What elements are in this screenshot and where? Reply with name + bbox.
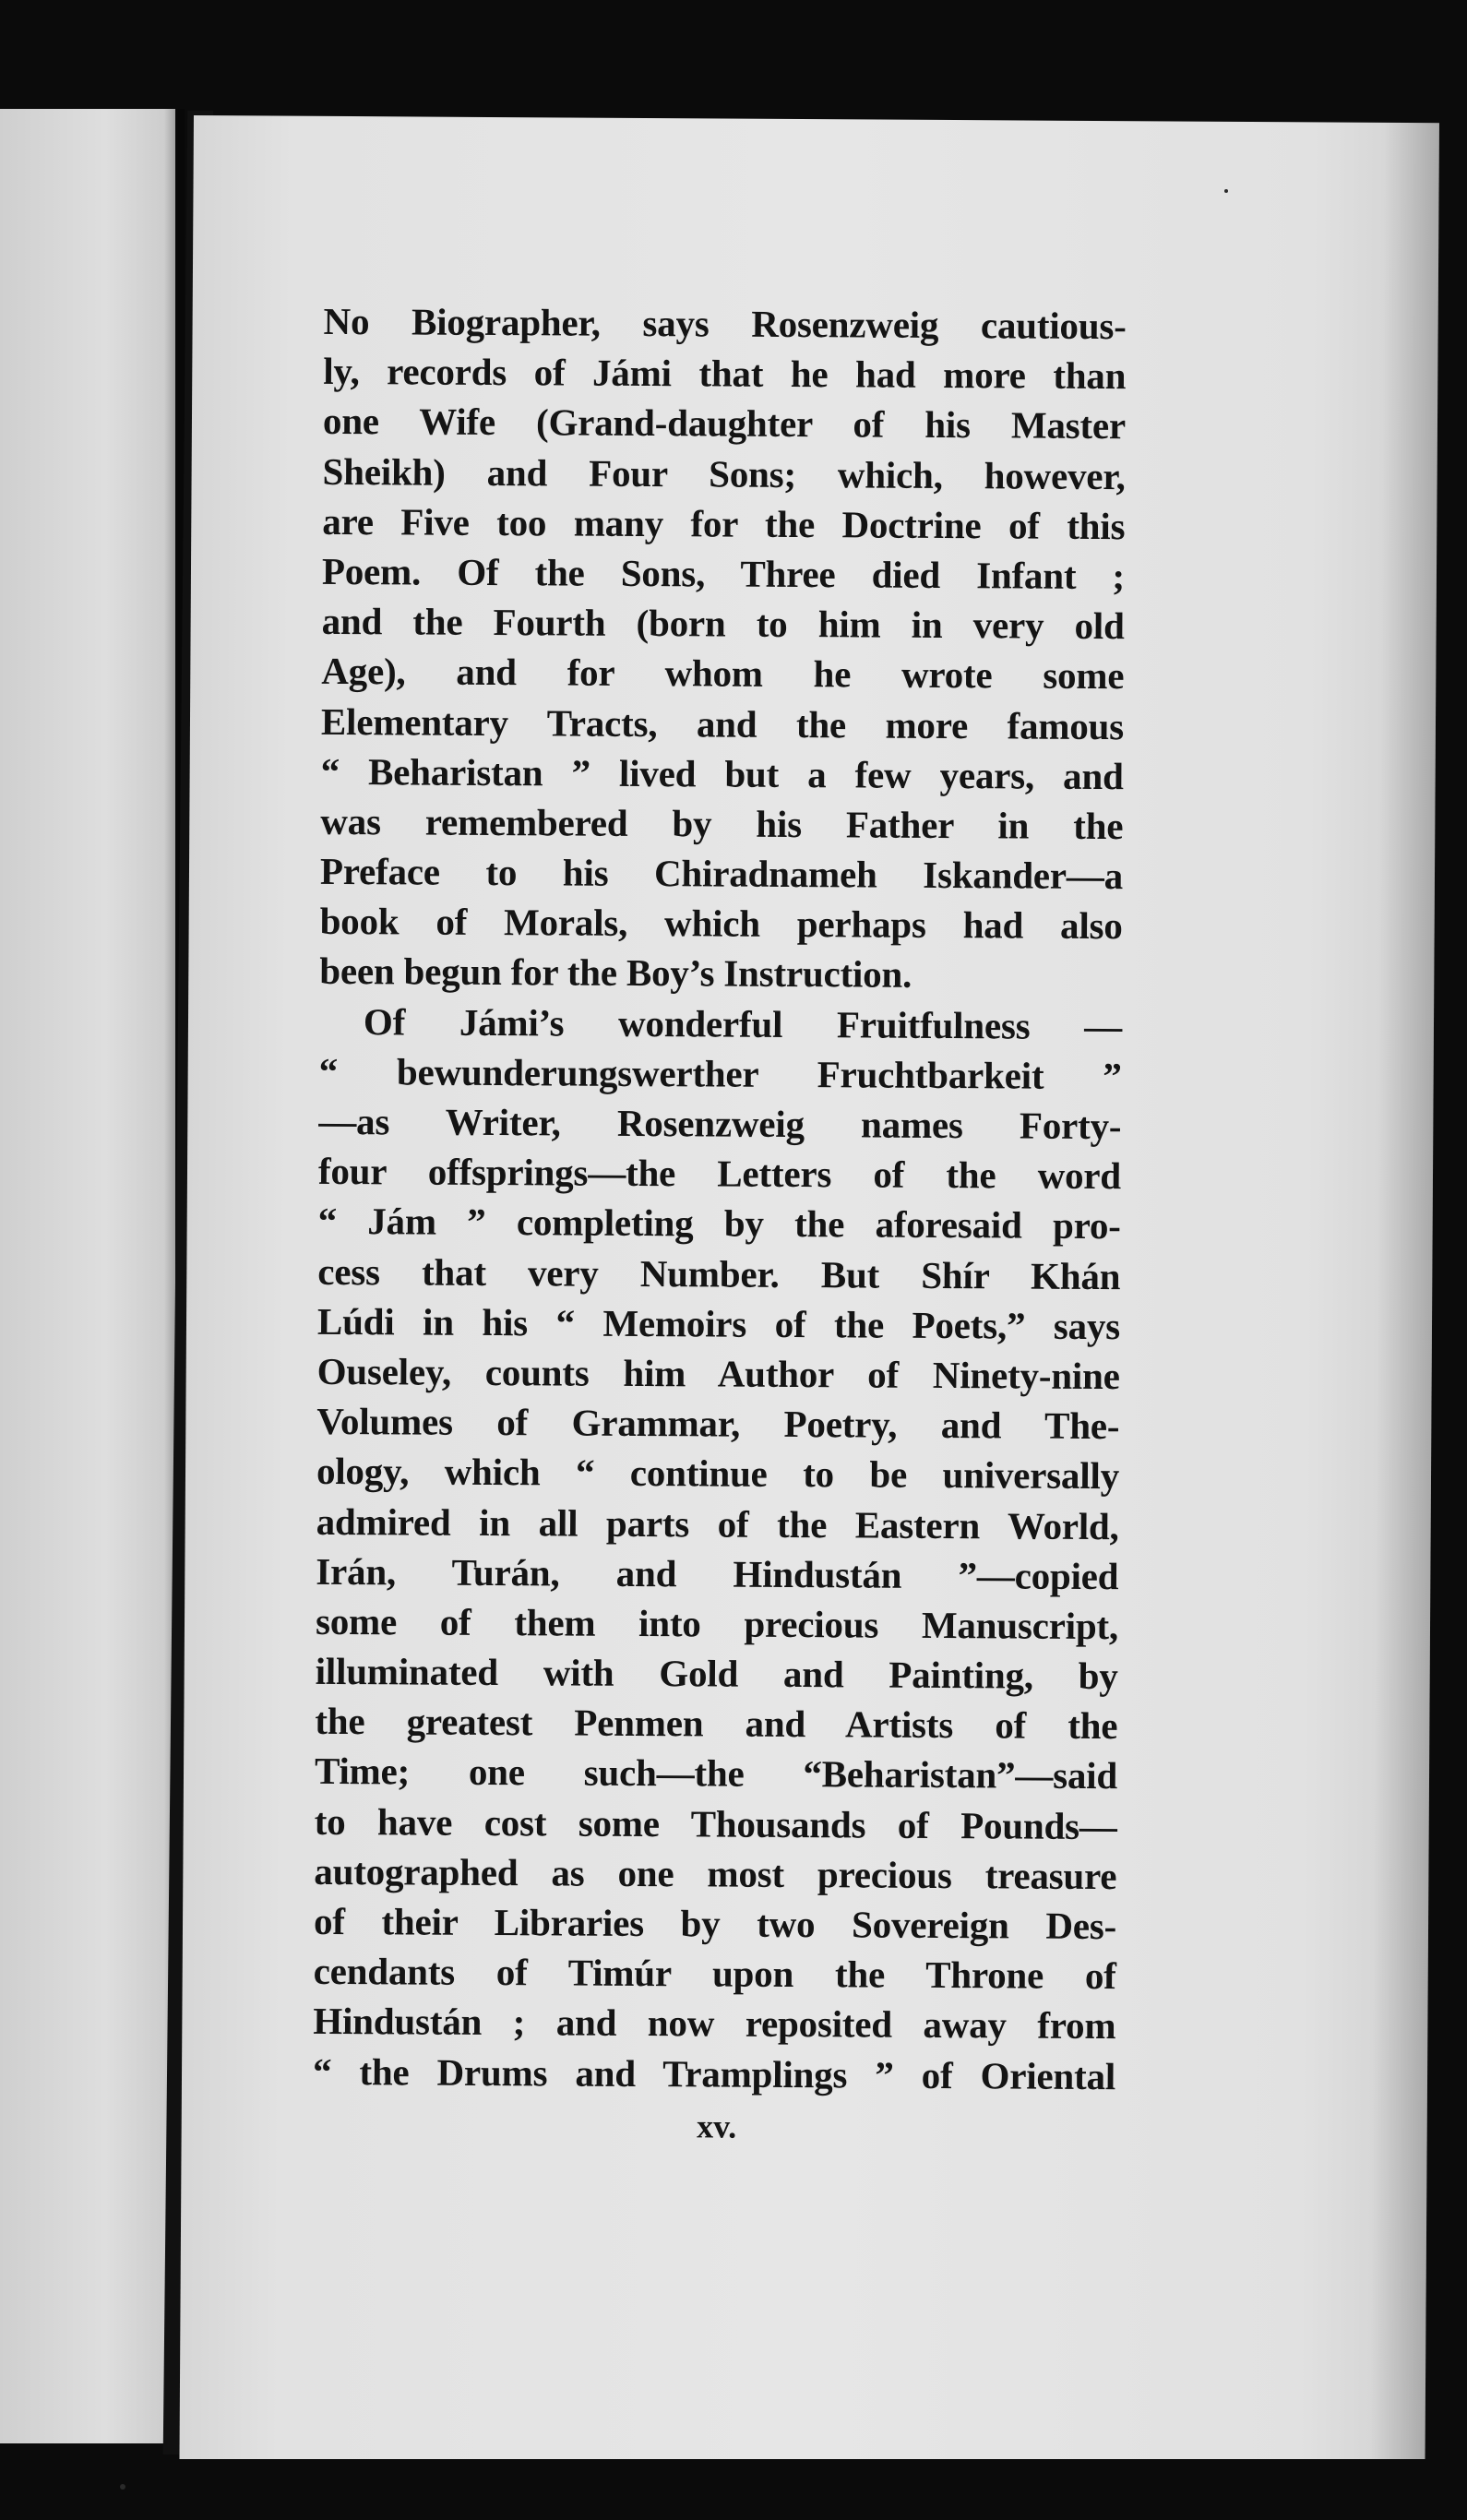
text-line: book of Morals, which perhaps had also [319,900,1123,948]
page-edge-shadow [1369,123,1439,2466]
body-text [313,296,1127,2101]
text-line: “ the Drums and Tramplings ” of Oriental [312,2049,1116,2097]
text-line: to have cost some Thousands of Pounds— [314,1799,1117,1847]
text-line: of their Libraries by two Sovereign Des- [313,1899,1117,1948]
text-line: Elementary Tracts, and the more famous [320,699,1125,747]
page-number: xv. [697,2108,737,2145]
text-line: and the Fourth (born to him in very old [321,599,1125,648]
text-line: Volumes of Grammar, Poetry, and The- [316,1399,1120,1448]
text-line: admired in all parts of the Eastern World, [316,1499,1119,1547]
text-line: cendants of Timúr upon the Throne of [313,1950,1116,1998]
scan-bottom-border [0,2459,1467,2520]
previous-page-edge [0,109,175,2443]
text-line: “ bewunderungswerther Fruchtbarkeit ” [318,1049,1122,1097]
text-line: Hindustán ; and now reposited away from [313,2000,1116,2048]
text-line: cess that very Number. But Shír Khán [317,1249,1121,1297]
text-line: one Wife (Grand-daughter of his Master [322,400,1127,448]
text-line: ology, which “ continue to be universally [316,1450,1120,1498]
text-line: Irán, Turán, and Hindustán ”—copied [316,1549,1119,1597]
text-line: ly, records of Jámi that he had more than [323,350,1127,398]
text-line: four offsprings—the Letters of the word [317,1150,1122,1198]
text-line: illuminated with Gold and Painting, by [315,1649,1118,1698]
paragraph-end-line: been begun for the Boy’s Instruction. [319,949,912,997]
text-line: Poem. Of the Sons, Three died Infant ; [321,549,1126,598]
text-line: Time; one such—the “Beharistan”—said [314,1750,1118,1797]
text-line: are Five too many for the Doctrine of this [322,499,1126,547]
text-line: Age), and for whom he wrote some [321,650,1125,698]
text-line: No Biographer, says Rosenzweig cautious- [323,299,1127,348]
text-line: was remembered by his Father in the [320,799,1124,848]
text-line: the greatest Penmen and Artists of the [315,1700,1118,1748]
paragraph-start-line: Of Jámi’s wonderful Fruitfulness — [363,999,1123,1047]
book-page [179,115,1438,2466]
text-line: some of them into precious Manuscript, [315,1599,1119,1648]
text-line: Preface to his Chiradnameh Iskander—a [319,849,1124,898]
text-line: autographed as one most precious treasure [314,1849,1117,1897]
text-line: “ Beharistan ” lived but a few years, and [320,749,1124,797]
text-line: “ Jám ” completing by the aforesaid pro- [317,1200,1121,1248]
text-line: Lúdi in his “ Memoirs of the Poets,” says [316,1299,1121,1347]
dust-speck [1224,189,1228,193]
text-line: Ouseley, counts him Author of Ninety-nine [316,1349,1120,1398]
text-line: —as Writer, Rosenzweig names Forty- [318,1099,1122,1148]
dust-speck [120,2484,125,2490]
text-line: Sheikh) and Four Sons; which, however, [322,449,1126,497]
